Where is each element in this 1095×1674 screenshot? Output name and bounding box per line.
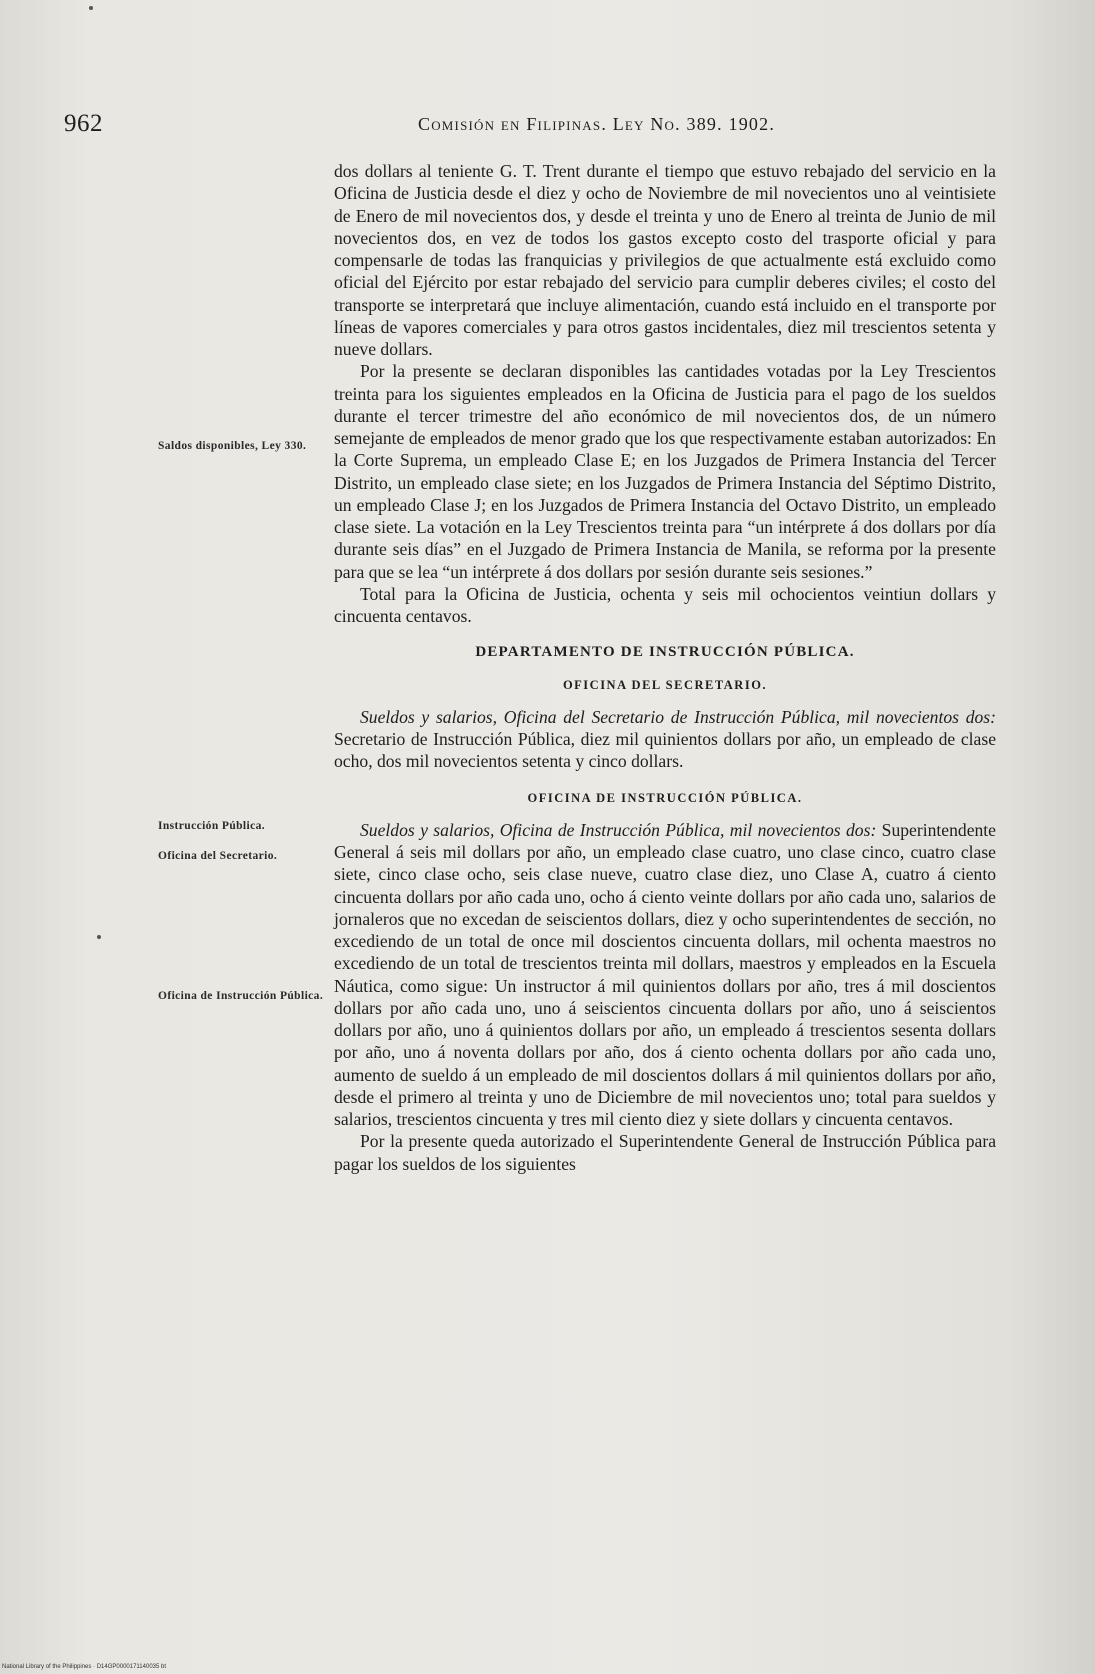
scan-speck: [89, 6, 93, 10]
office-heading-instruccion: OFICINA DE INSTRUCCIÓN PÚBLICA.: [527, 790, 803, 805]
margin-note-secretario: Oficina del Secretario.: [158, 850, 278, 862]
appropriation-text: Secretario de Instrucción Pública, diez mil quinientos dollars por año, un empleado de clase ocho, dos mil novecientos setenta y cinco dollars.: [334, 729, 996, 772]
scan-speck: [97, 935, 101, 939]
page-header: [0, 110, 1095, 140]
paragraph-saldos: Por la presente se declaran disponibles las cantidades votadas por la Ley Trescientos treinta para los siguientes empleados en la Oficina de Justicia para el pago de los sueldos durante el tercer trimestre del año económico de mil novecientos dos, de un número semejante de empleados de menor grado que los que respectivamente estaban autorizados: En la Corte Suprema, un empleado Clase E; en los Juzgados de Primera Instancia del Tercer Distrito, un empleado clase siete; en los Juzgados de Primera Instancia del Séptimo Distrito, un empleado Clase J; en los Juzgados de Primera Instancia del Octavo Distrito, un empleado clase siete. La votación en la Ley Trescientos treinta para “un intérprete á dos dollars por día durante seis días” en el Juzgado de Primera Instancia de Manila, se reforma por la presente para que se lea “un intérprete á dos dollars por sesión durante seis sesiones.”: [334, 361, 996, 582]
appropriation-text: Superintendente General á seis mil dollars por año, un empleado clase cuatro, uno clase cinco, cuatro clase siete, cinco clase ocho, seis clase nueve, cuatro clase diez, uno Clase A, cuatro á ciento cincuenta dollars por año cada uno, ocho á ciento veinte dollars por año cada uno, salarios de jornaleros que no excedan de seiscientos dollars, diez y ocho superintendentes de sección, no excediendo de un total de once mil doscientos cincuenta dollars, mil ochenta maestros no excediendo de un total de trescientos treinta mil dollars, maestros y empleados en la Escuela Náutica, como sigue: Un instructor á mil quinientos dollars por año, tres á mil doscientos dollars por año cada uno, uno á seiscientos cincuenta dollars por año, uno á seiscientos dollars por año, uno á quinientos dollars por año, un empleado á trescientos sesenta dollars por año, uno á noventa dollars por año, dos á ciento ochenta dollars por año cada uno, aumento de sueldo á un empleado de mil doscientos dollars á mil quinientos dollars por año, desde el primero al treinta y uno de Diciembre de mil novecientos uno; total para sueldos y salarios, trescientos cincuenta y tres mil ciento diez y siete dollars y cincuenta centavos.: [334, 819, 996, 1129]
paragraph-sueldos-instruccion: [334, 819, 996, 1131]
running-head: Comisión en Filipinas. Ley No. 389. 1902.: [418, 114, 776, 134]
paragraph-autorizado: Por la presente queda autorizado el Superintendente General de Instrucción Pública para pagar los sueldos de los siguientes: [334, 1131, 996, 1174]
appropriation-title: Sueldos y salarios, Oficina del Secretario de Instrucción Pública, mil novecientos dos:: [360, 706, 996, 727]
appropriation-title: Sueldos y salarios, Oficina de Instrucción Pública, mil novecientos dos:: [360, 819, 877, 840]
paragraph-sueldos-secretario: [334, 706, 996, 773]
department-heading: DEPARTAMENTO DE INSTRUCCIÓN PÚBLICA.: [475, 644, 855, 661]
margin-note-instruccion: Instrucción Pública.: [158, 820, 266, 832]
body-text: [334, 160, 996, 1175]
office-heading-secretario: OFICINA DEL SECRETARIO.: [562, 677, 768, 692]
paragraph-trent: dos dollars al teniente G. T. Trent durante el tiempo que estuvo rebajado del servicio en la Oficina de Justicia desde el diez y ocho de Noviembre de mil novecientos uno al veintisiete de Enero de mil novecientos dos, y desde el treinta y uno de Enero al treinta de Junio de mil novecientos dos, en vez de todos los gastos excepto costo del trasporte oficial y para compensarle de todas las franquicias y privilegios de que actualmente está excluido como oficial del Ejército por estar rebajado del servicio para cumplir deberes civiles; el costo del transporte se interpretará que incluye alimentación, cuando está incluido en el transporte por líneas de vapores comerciales y para otros gastos incidentales, diez mil trescientos setenta y nueve dollars.: [334, 161, 996, 359]
paragraph-total-justicia: Total para la Oficina de Justicia, ochenta y seis mil ochocientos veintiun dollars y cincuenta centavos.: [334, 583, 996, 626]
margin-note-saldos: Saldos disponibles, Ley 330.: [158, 440, 307, 452]
page-number: 962: [64, 110, 103, 137]
scan-credit: National Library of the Philippines · D14GP0000171140035 bt: [2, 1664, 166, 1670]
margin-note-oficina-instruccion: Oficina de Instrucción Pública.: [158, 990, 324, 1002]
